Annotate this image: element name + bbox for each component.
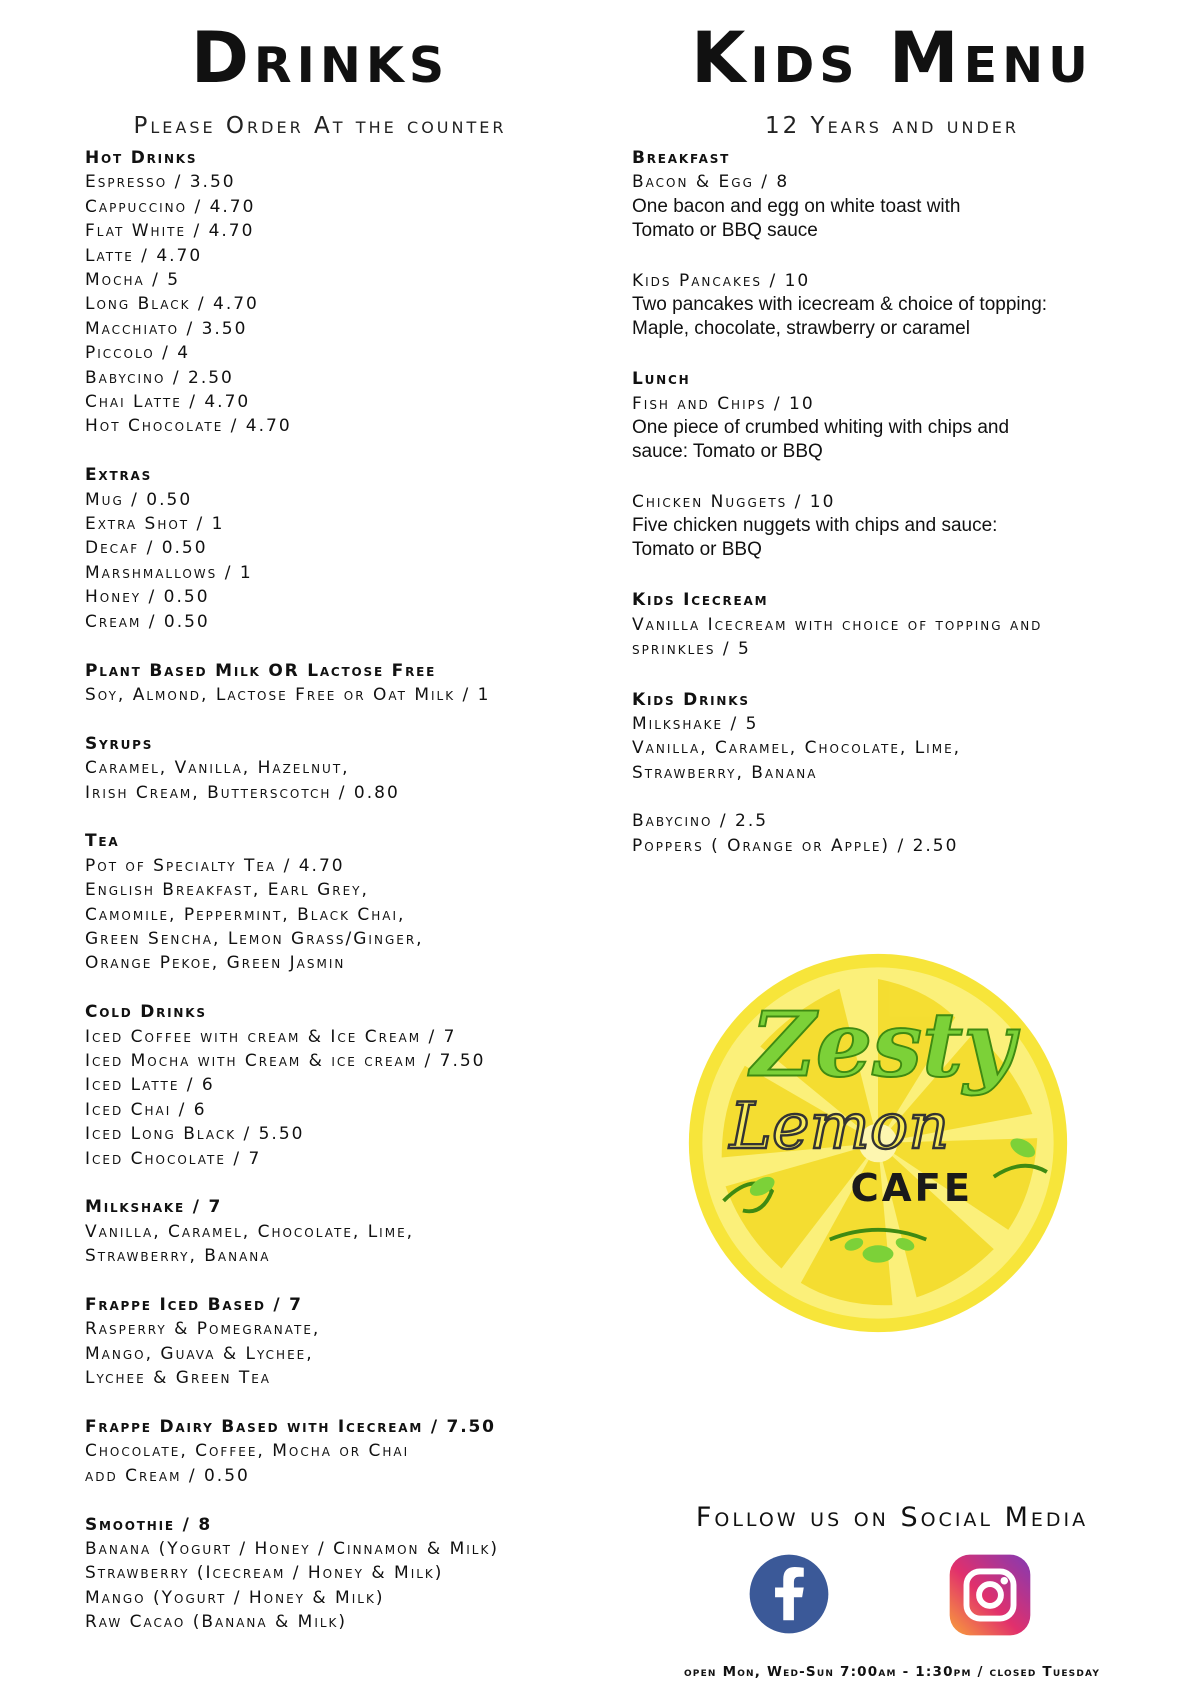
drinks-section bbox=[85, 146, 585, 439]
facebook-icon[interactable] bbox=[748, 1553, 830, 1635]
menu-item: Babycino / 2.5 bbox=[632, 811, 769, 832]
drinks-section bbox=[85, 1195, 585, 1268]
menu-item: Honey / 0.50 bbox=[85, 587, 210, 608]
kids-column bbox=[632, 0, 1152, 858]
menu-item: Soy, Almond, Lactose Free or Oat Milk / 1 bbox=[85, 684, 491, 705]
menu-item: Chai Latte / 4.70 bbox=[85, 392, 251, 413]
section-title: Milkshake / 7 bbox=[85, 1197, 223, 1218]
menu-item: Mango, Guava & Lychee, bbox=[85, 1343, 314, 1364]
menu-item: add Cream / 0.50 bbox=[85, 1465, 250, 1486]
menu-item: Poppers ( Orange or Apple) / 2.50 bbox=[632, 835, 959, 856]
menu-item: Extra Shot / 1 bbox=[85, 514, 225, 535]
menu-item: Orange Pekoe, Green Jasmin bbox=[85, 953, 346, 974]
logo-lemon-text: Lemon bbox=[729, 1089, 950, 1164]
kids-subtitle: 12 Years and under bbox=[764, 113, 1020, 139]
menu-item: Flat White / 4.70 bbox=[85, 221, 255, 242]
drinks-title: Drinks bbox=[190, 17, 450, 99]
zesty-lemon-cafe-logo bbox=[685, 950, 1071, 1336]
item-description: Two pancakes with icecream & choice of topping: bbox=[632, 294, 1048, 316]
menu-item: Iced Chai / 6 bbox=[85, 1099, 207, 1120]
kids-lunch-section bbox=[632, 367, 1152, 562]
menu-item: Marshmallows / 1 bbox=[85, 562, 253, 583]
menu-item: Chocolate, Coffee, Mocha or Chai bbox=[85, 1441, 410, 1462]
section-title: Tea bbox=[85, 831, 120, 852]
menu-item: Decaf / 0.50 bbox=[85, 538, 208, 559]
menu-item: Babycino / 2.50 bbox=[85, 367, 234, 388]
menu-item: Mug / 0.50 bbox=[85, 489, 193, 510]
menu-item: Long Black / 4.70 bbox=[85, 294, 259, 315]
item-description: sauce: Tomato or BBQ bbox=[632, 441, 823, 463]
menu-item: Iced Coffee with cream & Ice Cream / 7 bbox=[85, 1026, 457, 1047]
menu-item: Iced Long Black / 5.50 bbox=[85, 1124, 305, 1145]
menu-item: Hot Chocolate / 4.70 bbox=[85, 416, 292, 437]
instagram-icon[interactable] bbox=[948, 1553, 1032, 1637]
drinks-subtitle: Please Order At the counter bbox=[133, 113, 507, 139]
section-title: Extras bbox=[85, 465, 153, 486]
drinks-sections bbox=[85, 146, 585, 1635]
item-description: One bacon and egg on white toast with bbox=[632, 195, 961, 217]
logo-zesty-text: Zesty bbox=[750, 992, 1015, 1097]
menu-item: Chicken Nuggets / 10 bbox=[632, 492, 836, 513]
menu-item: Piccolo / 4 bbox=[85, 343, 191, 364]
item-description: Tomato or BBQ sauce bbox=[632, 219, 818, 241]
kids-icecream-section bbox=[632, 588, 1152, 661]
kids-drinks-section bbox=[632, 688, 1152, 786]
menu-item: Vanilla, Caramel, Chocolate, Lime, bbox=[632, 738, 962, 759]
menu-item: sprinkles / 5 bbox=[632, 639, 751, 660]
menu-item: Mango (Yogurt / Honey & Milk) bbox=[85, 1587, 385, 1608]
drinks-section bbox=[85, 829, 585, 975]
kids-title: Kids Menu bbox=[691, 17, 1093, 99]
menu-item: Rasperry & Pomegranate, bbox=[85, 1319, 321, 1340]
section-title: Lunch bbox=[632, 369, 691, 390]
drinks-section bbox=[85, 1513, 585, 1635]
menu-item: Cappuccino / 4.70 bbox=[85, 196, 256, 217]
section-title: Frappe Dairy Based with Icecream / 7.50 bbox=[85, 1417, 496, 1437]
section-title: Cold Drinks bbox=[85, 1002, 207, 1023]
menu-item: Strawberry, Banana bbox=[632, 762, 818, 783]
drinks-section bbox=[85, 1293, 585, 1391]
menu-item: Caramel, Vanilla, Hazelnut, bbox=[85, 758, 350, 779]
kids-extras-section bbox=[632, 809, 1152, 858]
drinks-section bbox=[85, 1000, 585, 1171]
opening-hours: open Mon, Wed-Sun 7:00am - 1:30pm / closed Tuesday bbox=[683, 1664, 1101, 1680]
section-title: Smoothie / 8 bbox=[85, 1514, 212, 1535]
item-description: Tomato or BBQ bbox=[632, 539, 762, 561]
menu-item: Latte / 4.70 bbox=[85, 245, 203, 266]
menu-item: Lychee & Green Tea bbox=[85, 1368, 272, 1389]
menu-item: Vanilla Icecream with choice of topping and bbox=[632, 614, 1043, 635]
menu-item: Mocha / 5 bbox=[85, 270, 181, 291]
menu-item: Raw Cacao (Banana & Milk) bbox=[85, 1612, 348, 1633]
section-title: Frappe Iced Based / 7 bbox=[85, 1294, 303, 1315]
menu-item: Macchiato / 3.50 bbox=[85, 318, 248, 339]
item-description: Maple, chocolate, strawberry or caramel bbox=[632, 318, 970, 340]
item-description: Five chicken nuggets with chips and sauce: bbox=[632, 515, 998, 537]
section-title: Syrups bbox=[85, 733, 154, 754]
menu-item: Iced Mocha with Cream & ice cream / 7.50 bbox=[85, 1050, 486, 1071]
menu-item: Iced Latte / 6 bbox=[85, 1075, 215, 1096]
menu-item: Iced Chocolate / 7 bbox=[85, 1148, 262, 1169]
drinks-section bbox=[85, 732, 585, 805]
section-title: Hot Drinks bbox=[85, 148, 198, 168]
drinks-section bbox=[85, 659, 585, 708]
menu-item: Pot of Specialty Tea / 4.70 bbox=[85, 855, 345, 876]
menu-item: Bacon & Egg / 8 bbox=[632, 172, 790, 193]
menu-item: Kids Pancakes / 10 bbox=[632, 270, 811, 291]
menu-item: Milkshake / 5 bbox=[632, 714, 759, 735]
menu-item: Camomile, Peppermint, Black Chai, bbox=[85, 904, 406, 925]
menu-item: Vanilla, Caramel, Chocolate, Lime, bbox=[85, 1221, 415, 1242]
menu-item: English Breakfast, Earl Grey, bbox=[85, 880, 369, 901]
menu-item: Strawberry (Icecream / Honey & Milk) bbox=[85, 1563, 444, 1584]
section-title: Kids Icecream bbox=[632, 590, 769, 611]
item-description: One piece of crumbed whiting with chips and bbox=[632, 417, 1010, 439]
section-title: Breakfast bbox=[632, 148, 731, 168]
drinks-section bbox=[85, 1415, 585, 1488]
menu-item: Green Sencha, Lemon Grass/Ginger, bbox=[85, 928, 424, 949]
menu-item: Fish and Chips / 10 bbox=[632, 393, 815, 414]
menu-item: Cream / 0.50 bbox=[85, 611, 210, 632]
logo-cafe-text: CAFE bbox=[850, 1165, 974, 1211]
menu-item: Irish Cream, Butterscotch / 0.80 bbox=[85, 782, 400, 803]
drinks-section bbox=[85, 463, 585, 634]
menu-item: Strawberry, Banana bbox=[85, 1246, 271, 1267]
drinks-column bbox=[85, 0, 585, 1635]
section-title: Kids Drinks bbox=[632, 689, 750, 710]
menu-item: Espresso / 3.50 bbox=[85, 172, 236, 193]
kids-breakfast-section bbox=[632, 146, 1152, 341]
menu-item: Banana (Yogurt / Honey / Cinnamon & Milk) bbox=[85, 1539, 499, 1560]
social-media-heading: Follow us on Social Media bbox=[695, 1502, 1089, 1533]
section-title: Plant Based Milk OR Lactose Free bbox=[85, 660, 437, 681]
